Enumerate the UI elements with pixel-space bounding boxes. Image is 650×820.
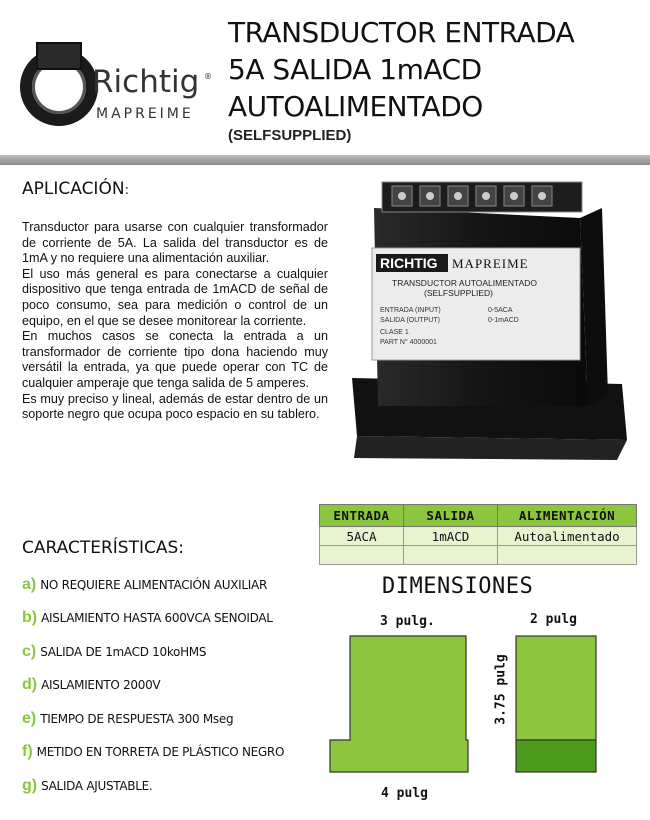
- aplicacion-paragraph-4: Es muy preciso y lineal, además de estar dentro de un soporte negro que ocupa poco espacio en su tablero.: [22, 391, 328, 422]
- table-row: [320, 527, 637, 546]
- side-view-base: [516, 740, 596, 772]
- dimensiones-heading: DIMENSIONES: [382, 574, 534, 599]
- list-item: [22, 635, 322, 669]
- label-brand: RICHTIG: [380, 255, 438, 271]
- list-item: [22, 602, 322, 636]
- label-part: PART N° 4000001: [380, 339, 437, 346]
- title-line-2: 5A SALIDA 1mACD: [228, 53, 482, 86]
- item-text: AISLAMIENTO 2000V: [41, 678, 161, 693]
- brand-name: Richtig: [92, 64, 200, 100]
- caracteristicas-list: [22, 568, 322, 803]
- table-header: ENTRADA: [320, 505, 404, 527]
- aplicacion-heading: [22, 179, 129, 199]
- label-out-val: 0-1mACD: [488, 317, 519, 324]
- item-letter: g): [22, 776, 38, 794]
- aplicacion-heading-colon: :: [124, 183, 129, 198]
- table-cell: [320, 546, 404, 565]
- header-divider: [0, 155, 650, 165]
- dim-depth: 2 pulg: [530, 612, 577, 627]
- table-header: ALIMENTACIÓN: [498, 505, 637, 527]
- caracteristicas-heading: CARACTERÍSTICAS:: [22, 538, 184, 558]
- dim-base-width: 4 pulg: [381, 786, 428, 801]
- item-letter: c): [22, 642, 37, 660]
- terminal-block: [382, 182, 582, 212]
- spec-table: [319, 504, 637, 565]
- aplicacion-paragraph-2: El uso más general es para conectarse a cualquier dispositivo que tenga entrada de 1mACD de señal de poco consumo, sea para medición o control de un equipo, en el que se desee monitorear la corriente.: [22, 266, 328, 328]
- side-view-top: [516, 636, 596, 740]
- table-row: [320, 546, 637, 565]
- table-cell: [404, 546, 498, 565]
- title-line-3: AUTOALIMENTADO: [228, 90, 483, 123]
- item-text: SALIDA AJUSTABLE.: [41, 778, 153, 793]
- table-header: SALIDA: [404, 505, 498, 527]
- aplicacion-heading-text: APLICACIÓN: [22, 179, 125, 199]
- page-title: [228, 14, 643, 144]
- item-text: METIDO EN TORRETA DE PLÁSTICO NEGRO: [36, 745, 285, 760]
- dim-top-width: 3 pulg.: [380, 614, 435, 629]
- title-line-1: TRANSDUCTOR ENTRADA: [228, 16, 575, 49]
- label-title: TRANSDUCTOR AUTOALIMENTADO: [392, 278, 537, 288]
- item-text: NO REQUIERE ALIMENTACIÓN AUXILIAR: [40, 577, 267, 592]
- list-item: [22, 769, 322, 803]
- table-cell: 5ACA: [320, 527, 404, 546]
- item-letter: e): [22, 709, 37, 727]
- label-out: SALIDA (OUTPUT): [380, 317, 440, 324]
- table-cell: Autoalimentado: [498, 527, 637, 546]
- item-text: AISLAMIENTO HASTA 600VCA SENOIDAL: [41, 611, 273, 626]
- dimensions-drawing: [320, 600, 630, 785]
- item-letter: b): [22, 609, 38, 627]
- dim-height: 3.75 pulg: [493, 654, 509, 725]
- label-in-val: 0-5ACA: [488, 307, 513, 314]
- front-view-shape: [330, 636, 468, 772]
- terminal-box-icon: [36, 42, 82, 70]
- list-item: [22, 702, 322, 736]
- label-sub: (SELFSUPPLIED): [424, 288, 493, 298]
- item-letter: f): [22, 743, 33, 761]
- label-brand2: MAPREIME: [452, 256, 529, 271]
- item-text: SALIDA DE 1mACD 10koHMS: [40, 644, 207, 659]
- item-text: TIEMPO DE RESPUESTA 300 Mseg: [40, 711, 234, 726]
- table-cell: [498, 546, 637, 565]
- registered-mark: ®: [204, 72, 212, 81]
- aplicacion-body: [22, 220, 328, 423]
- aplicacion-paragraph-1: Transductor para usarse con cualquier transformador de corriente de 5A. La salida del transductor es de 1mA y no requiere una alimentación auxiliar.: [22, 220, 328, 266]
- title-subtitle: (SELFSUPPLIED): [228, 127, 352, 144]
- list-item: [22, 736, 322, 770]
- richtig-logo: [14, 42, 214, 132]
- product-photo: [352, 178, 637, 463]
- list-item: [22, 669, 322, 703]
- table-header-row: [320, 505, 637, 527]
- label-class: CLASE 1: [380, 329, 409, 336]
- item-letter: a): [22, 575, 37, 593]
- brand-subtitle: MAPREIME: [96, 106, 194, 122]
- list-item: [22, 568, 322, 602]
- item-letter: d): [22, 676, 38, 694]
- aplicacion-paragraph-3: En muchos casos se conecta la entrada a un transformador de corriente tipo dona haciendo muy versátil la entrada, ya que puede operar con TC de cualquier amperaje que tenga salida de 5 amperes.: [22, 329, 328, 390]
- table-cell: 1mACD: [404, 527, 498, 546]
- label-in: ENTRADA (INPUT): [380, 307, 441, 314]
